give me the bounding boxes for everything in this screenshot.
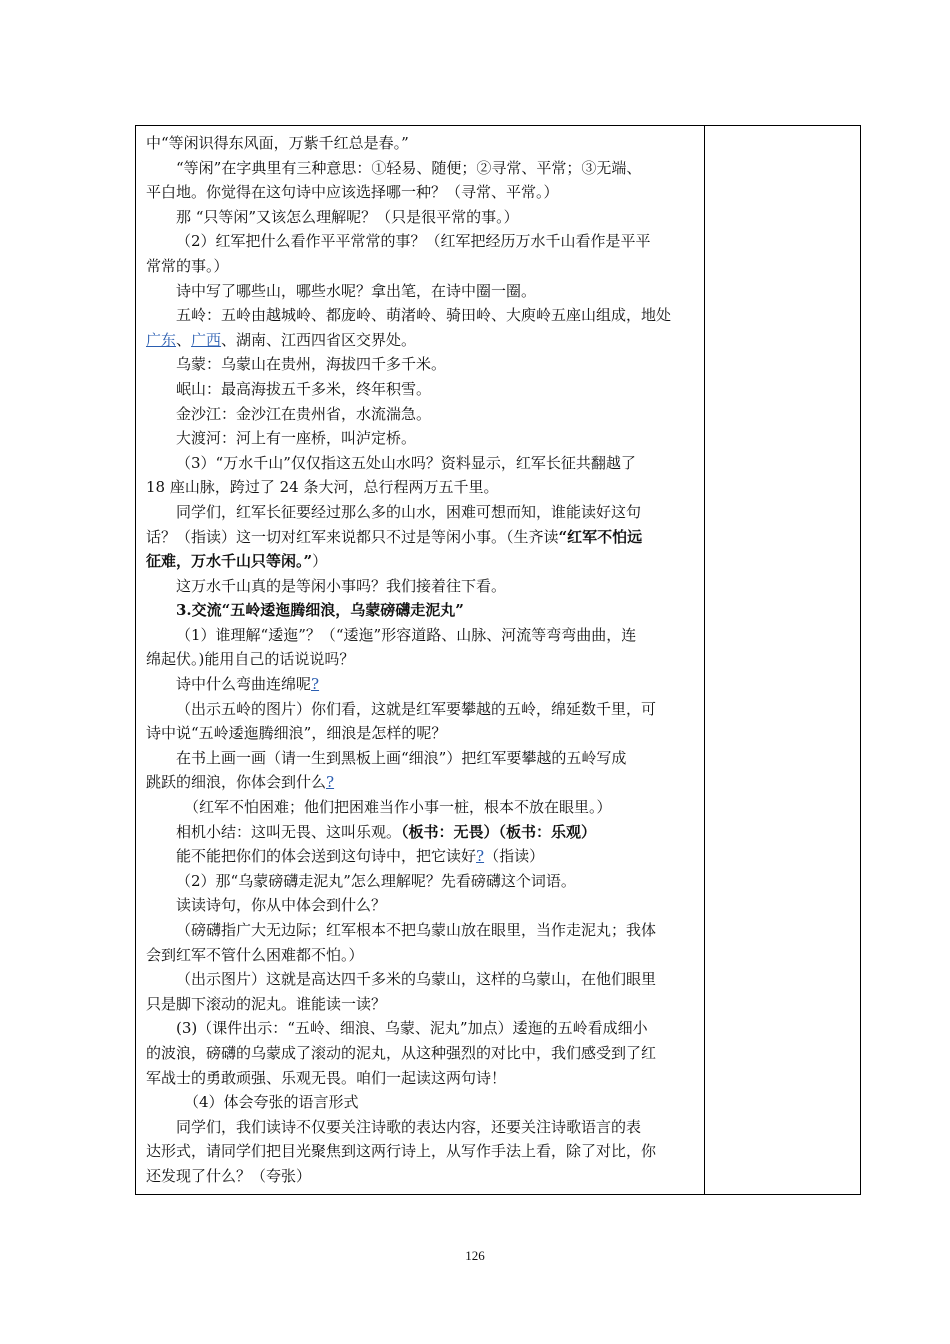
text-line: 同学们，我们读诗不仅要关注诗歌的表达内容，还要关注诗歌语言的表: [176, 1117, 642, 1136]
text-span: 诗中什么弯曲连绵呢: [176, 675, 312, 694]
text-line: [146, 770, 698, 795]
text-span: 、: [176, 330, 192, 349]
text-line: 18 座山脉，跨过了 24 条大河，总行程两万五千里。: [146, 478, 499, 497]
text-line: 岷山：最高海拔五千多米，终年积雪。: [176, 379, 432, 398]
hyperlink[interactable]: ?: [326, 773, 335, 792]
lesson-text-cell: [146, 131, 698, 1189]
text-line: [146, 844, 698, 869]
text-line: 乌蒙：乌蒙山在贵州，海拔四千多千米。: [176, 355, 447, 374]
hyperlink[interactable]: 广东: [146, 330, 177, 349]
text-line: 只是脚下滚动的泥丸。谁能读一读？: [146, 994, 387, 1013]
column-divider: [704, 126, 705, 1194]
text-span: 能不能把你们的体会送到这句诗中，把它读好: [176, 847, 477, 866]
bold-text: “红军不怕远: [558, 527, 643, 546]
lesson-table: [135, 125, 861, 1195]
text-line: 3.交流“五岭逶迤腾细浪，乌蒙磅礴走泥丸”: [176, 601, 464, 620]
text-line: [146, 328, 698, 353]
text-line: 在书上画一画（请一生到黑板上画“细浪”）把红军要攀越的五岭写成: [176, 748, 627, 767]
text-line: 金沙江：金沙江在贵州省，水流湍急。: [176, 404, 432, 423]
text-span: 相机小结：这叫无畏、这叫乐观。: [176, 822, 402, 841]
text-line: (3)（课件出示：“五岭、细浪、乌蒙、泥丸”加点）逶迤的五岭看成细小: [176, 1019, 648, 1038]
text-line: [146, 549, 698, 574]
text-line: 绵起伏。)能用自己的话说说吗？: [146, 650, 355, 669]
text-line: 达形式，请同学们把目光聚焦到这两行诗上，从写作手法上看，除了对比，你: [146, 1142, 657, 1161]
text-line: 大渡河：河上有一座桥，叫泸定桥。: [176, 429, 417, 448]
page-number: 126: [465, 1248, 485, 1263]
text-line: [146, 525, 698, 550]
text-line: （红军不怕困难；他们把困难当作小事一桩，根本不放在眼里。）: [184, 798, 612, 817]
text-line: 平白地。你觉得在这句诗中应该选择哪一种？（寻常、平常。）: [146, 183, 559, 202]
text-line: （3）“万水千山”仅仅指这五处山水吗？资料显示，红军长征共翻越了: [176, 453, 636, 472]
text-line: [146, 672, 698, 697]
text-line: 会到红军不管什么困难都不怕。）: [146, 945, 364, 964]
text-line: [146, 820, 698, 845]
bold-text: 征难，万水千山只等闲。”: [146, 552, 313, 571]
text-line: 的波浪，磅礴的乌蒙成了滚动的泥丸，从这种强烈的对比中，我们感受到了红: [146, 1043, 657, 1062]
text-span: （指读）: [484, 847, 545, 866]
text-line: 常常的事。）: [146, 256, 229, 275]
hyperlink[interactable]: 广西: [191, 330, 222, 349]
text-span: 、湖南、江西四省区交界处。: [221, 330, 417, 349]
text-line: （磅礴指广大无边际；红军根本不把乌蒙山放在眼里，当作走泥丸；我体: [176, 921, 657, 939]
text-span: ）: [312, 552, 328, 571]
text-line: （2）红军把什么看作平平常常的事？（红军把经历万水千山看作是平平: [176, 232, 651, 251]
text-line: （4）体会夸张的语言形式: [184, 1093, 359, 1112]
text-line: 五岭：五岭由越城岭、都庞岭、萌渚岭、骑田岭、大庾岭五座山组成，地处: [176, 306, 672, 325]
text-line: 还发现了什么？（夸张）: [146, 1166, 312, 1185]
text-line: 这万水千山真的是等闲小事吗？我们接着往下看。: [176, 576, 507, 595]
bold-text: （板书：无畏）（板书：乐观）: [401, 822, 597, 841]
hyperlink[interactable]: ?: [311, 675, 320, 694]
text-line: （1）谁理解“逶迤”？（“逶迤”形容道路、山脉、河流等弯弯曲曲，连: [176, 625, 637, 644]
text-line: 中“等闲识得东风面，万紫千红总是春。”: [146, 134, 409, 152]
text-span: 话？（指读）这一切对红军来说都只不过是等闲小事。（生齐读: [146, 527, 559, 546]
text-line: （出示五岭的图片）你们看，这就是红军要攀越的五岭，绵延数千里，可: [176, 699, 657, 718]
text-line: 那 “只等闲”又该怎么理解呢？（只是很平常的事。）: [176, 207, 519, 226]
text-line: 诗中写了哪些山，哪些水呢？拿出笔，在诗中圈一圈。: [176, 281, 537, 300]
text-line: 军战士的勇敢顽强、乐观无畏。咱们一起读这两句诗！: [146, 1068, 507, 1087]
hyperlink[interactable]: ?: [476, 847, 485, 866]
text-span: 跳跃的细浪，你体会到什么: [146, 773, 327, 792]
text-line: 同学们，红军长征要经过那么多的山水，困难可想而知，谁能读好这句: [176, 502, 642, 521]
text-line: （2）那“乌蒙磅礴走泥丸”怎么理解呢？先看磅礴这个词语。: [176, 871, 576, 890]
text-line: “等闲”在字典里有三种意思：①轻易、随便；②寻常、平常；③无端、: [176, 158, 642, 177]
text-line: （出示图片）这就是高达四千多米的乌蒙山，这样的乌蒙山，在他们眼里: [176, 970, 657, 989]
text-line: 读读诗句，你从中体会到什么？: [176, 896, 387, 915]
text-line: 诗中说“五岭逶迤腾细浪”，细浪是怎样的呢？: [146, 724, 447, 743]
